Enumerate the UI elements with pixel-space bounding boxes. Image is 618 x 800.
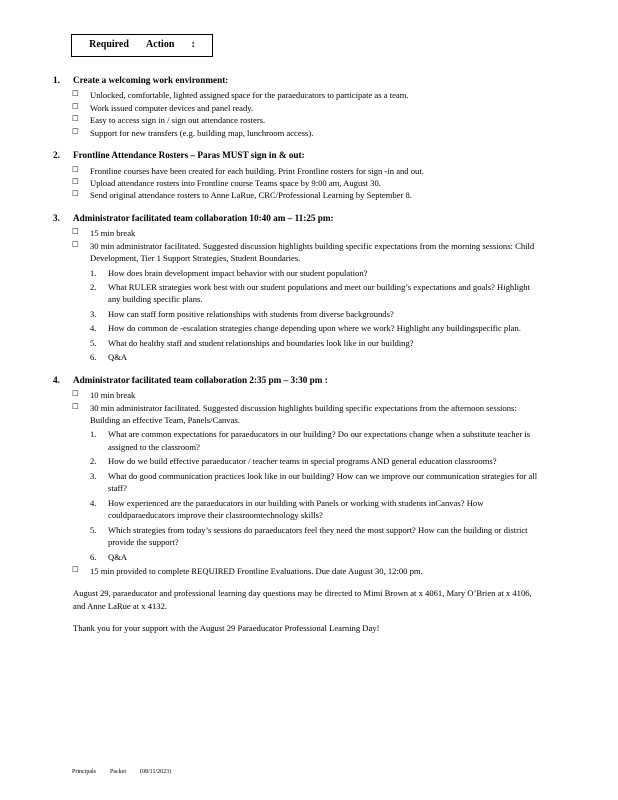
required-action-box xyxy=(71,34,213,57)
question-text: How can staff form positive relationships with students from diverse backgrounds? xyxy=(108,308,394,319)
question-item xyxy=(90,470,543,495)
section-heading xyxy=(53,374,543,387)
checklist-item xyxy=(72,102,543,114)
question-number: 2. xyxy=(90,456,97,467)
question-text: How does brain development impact behavior with our student population? xyxy=(108,267,368,278)
discussion-questions xyxy=(90,428,543,563)
checklist-text: 10 min break xyxy=(90,390,136,401)
question-text: What do good communication practices look like in our building? How can we improve our communication strategies for all staff? xyxy=(108,470,538,494)
section-title: Frontline Attendance Rosters – Paras MUST sign in & out: xyxy=(73,150,305,161)
question-number: 4. xyxy=(90,323,97,334)
discussion-questions xyxy=(90,267,543,364)
checklist-item xyxy=(72,114,543,126)
header-colon: : xyxy=(191,39,195,51)
checklist-item xyxy=(72,565,543,577)
checklist-text: 30 min administrator facilitated. Suggested discussion highlights building specific expectations from the afternoon sessions: Building an effective Team, Panels/Canvas. xyxy=(90,402,517,425)
checklist-item xyxy=(72,189,543,201)
question-item xyxy=(90,455,543,467)
checklist-item xyxy=(72,389,543,401)
agenda-section xyxy=(53,212,543,364)
checklist-text: Work issued computer devices and panel ready. xyxy=(90,102,254,113)
checkbox-icon: ☐ xyxy=(72,176,79,186)
section-title: Administrator facilitated team collaboration 10:40 am – 11:25 pm: xyxy=(73,212,334,223)
header-word-action: Action xyxy=(146,39,175,51)
question-item xyxy=(90,322,543,334)
checkbox-icon: ☐ xyxy=(72,126,79,136)
question-item xyxy=(90,308,543,320)
header-word-required: Required xyxy=(89,39,129,51)
checkbox-icon: ☐ xyxy=(72,239,79,249)
question-number: 4. xyxy=(90,497,97,508)
question-item xyxy=(90,551,543,563)
question-text: Q&A xyxy=(108,551,128,562)
checklist xyxy=(53,165,543,202)
question-item xyxy=(90,524,543,549)
agenda-section xyxy=(53,149,543,202)
section-number: 3. xyxy=(53,212,60,223)
section-heading xyxy=(53,149,543,162)
checklist-item xyxy=(72,165,543,177)
question-text: How experienced are the paraeducators in our building with Panels or working with students inCanvas? How couldparaeducators improve their classroomtechnology skills? xyxy=(108,497,484,521)
agenda-section xyxy=(53,74,543,139)
question-text: Which strategies from today’s sessions do paraeducators feel they need the most support? How can the building or district provide the support? xyxy=(108,524,528,548)
question-item xyxy=(90,281,543,306)
checklist xyxy=(53,227,543,364)
checkbox-icon: ☐ xyxy=(72,114,79,124)
checklist-text: 15 min break xyxy=(90,228,136,239)
section-title: Administrator facilitated team collaboration 2:35 pm – 3:30 pm : xyxy=(73,374,328,385)
question-number: 3. xyxy=(90,470,97,481)
checklist-text: Support for new transfers (e.g. building map, lunchroom access). xyxy=(90,127,314,138)
section-number: 1. xyxy=(53,75,60,85)
checklist-item xyxy=(72,127,543,139)
agenda-section xyxy=(53,374,543,578)
checklist-text: Upload attendance rosters into Frontline course Teams space by 9:00 am, August 30. xyxy=(90,177,381,188)
checkbox-icon: ☐ xyxy=(72,564,79,574)
checklist-text: 30 min administrator facilitated. Suggested discussion highlights building specific expectations from the morning sessions: Child Development, Tier 1 Support Strategies, Student Boundaries. xyxy=(90,240,535,264)
checkbox-icon: ☐ xyxy=(72,189,79,199)
checkbox-icon: ☐ xyxy=(72,401,79,411)
question-text: What do healthy staff and student relationships and boundaries look like in our building? xyxy=(108,337,414,348)
question-text: How do common de -escalation strategies change depending upon where we work? Highlight any buildingspecific plan. xyxy=(108,323,521,334)
checkbox-icon: ☐ xyxy=(72,389,79,399)
page-footer xyxy=(72,768,171,777)
closing-paragraph: Thank you for your support with the August 29 Paraeducator Professional Learning Day! xyxy=(73,623,380,634)
question-number: 1. xyxy=(90,267,97,278)
question-item xyxy=(90,267,543,279)
checkbox-icon: ☐ xyxy=(72,101,79,111)
checklist-item xyxy=(72,177,543,189)
question-number: 1. xyxy=(90,429,97,440)
closing-paragraph: August 29, paraeducator and professional learning day questions may be directed to Mimi Brown at x 4061, Mary O’Brien at x 4106, and Anne LaRue at x 4132. xyxy=(73,588,532,611)
checklist xyxy=(53,89,543,139)
question-item xyxy=(90,337,543,349)
section-heading xyxy=(53,74,543,87)
question-text: What RULER strategies work best with our student populations and meet our building’s expectations and goals? Highlight any building specific plans. xyxy=(108,282,530,305)
question-text: How do we build effective paraeducator / teacher teams in special programs AND general education classrooms? xyxy=(108,456,497,467)
question-item xyxy=(90,351,543,363)
checkbox-icon: ☐ xyxy=(72,89,79,99)
question-item xyxy=(90,428,543,453)
checklist-item xyxy=(72,89,543,101)
checklist-text: Easy to access sign in / sign out attendance rosters. xyxy=(90,115,266,126)
question-number: 5. xyxy=(90,337,97,348)
question-number: 6. xyxy=(90,352,97,363)
checkbox-icon: ☐ xyxy=(72,164,79,174)
footer-principals: Principals xyxy=(72,769,96,775)
checklist-item xyxy=(72,402,543,563)
question-number: 5. xyxy=(90,524,97,535)
checklist-text: 15 min provided to complete REQUIRED Frontline Evaluations. Due date August 30, 12:00 pm. xyxy=(90,565,423,576)
checklist-item xyxy=(72,240,543,364)
checklist-item xyxy=(72,227,543,239)
section-number: 2. xyxy=(53,150,60,161)
question-text: Q&A xyxy=(108,352,128,363)
question-item xyxy=(90,497,543,522)
question-number: 2. xyxy=(90,282,97,293)
document-body xyxy=(53,74,543,635)
section-heading xyxy=(53,212,543,225)
section-title: Create a welcoming work environment: xyxy=(73,75,229,85)
checklist xyxy=(53,389,543,577)
checklist-text: Frontline courses have been created for each building. Print Frontline rosters for sign -in and out. xyxy=(90,165,424,176)
checklist-text: Send original attendance rosters to Anne LaRue, CRC/Professional Learning by September 8. xyxy=(90,190,412,201)
question-text: What are common expectations for paraeducators in our building? Do our expectations change when a substitute teacher is assigned to the classroom? xyxy=(108,429,531,452)
footer-date: (08/11/2023) xyxy=(140,769,172,775)
checklist-text: Unlocked, comfortable, lighted assigned space for the paraeducators to participate as a team. xyxy=(90,90,409,101)
section-number: 4. xyxy=(53,374,60,385)
question-number: 3. xyxy=(90,308,97,319)
checkbox-icon: ☐ xyxy=(72,227,79,237)
footer-packet: Packet xyxy=(110,769,126,775)
question-number: 6. xyxy=(90,551,97,562)
